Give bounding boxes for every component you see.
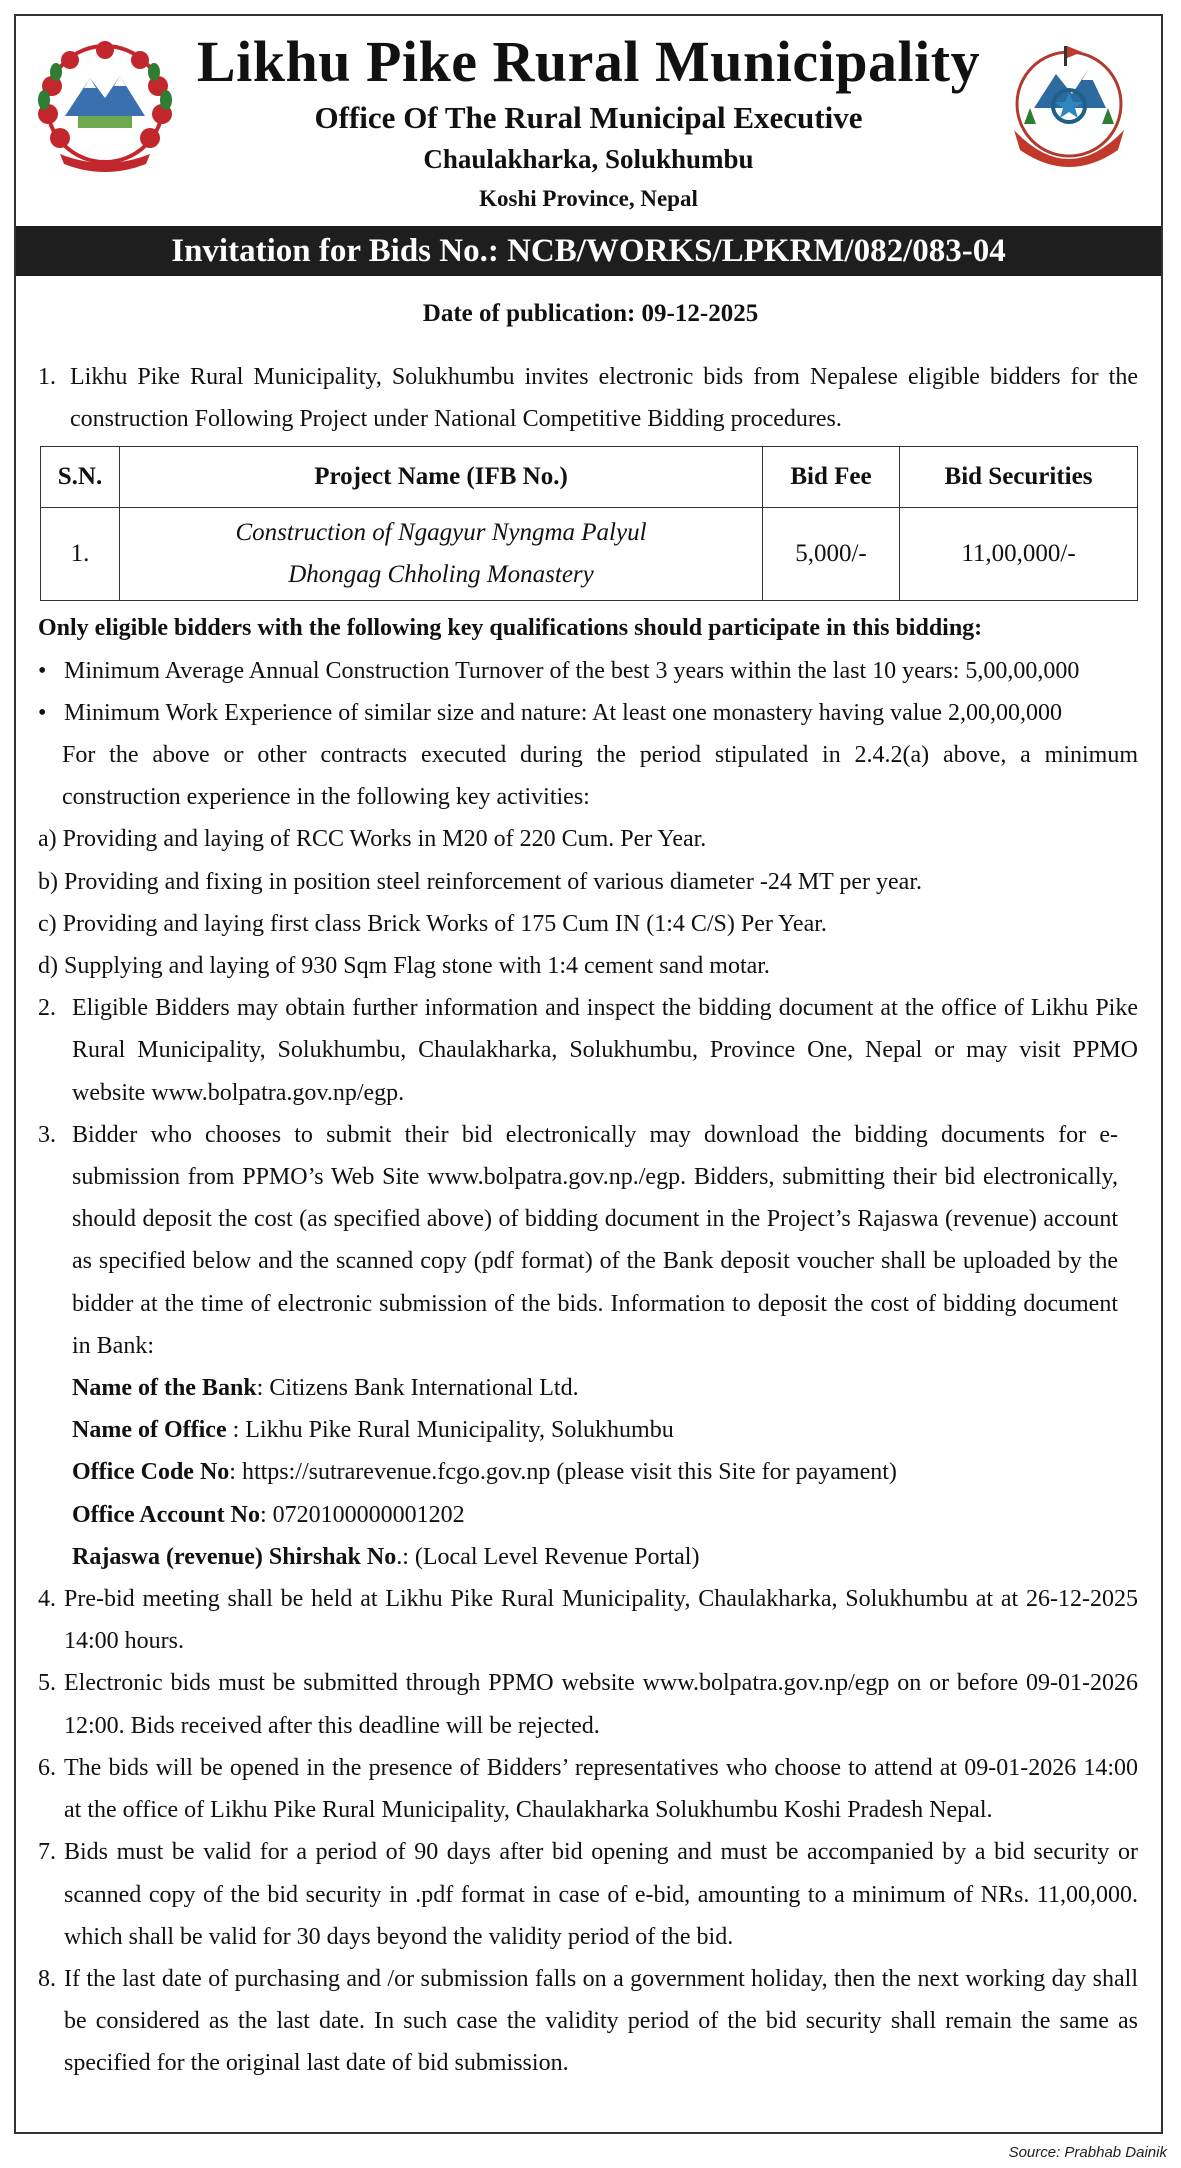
numbered-item-4 (38, 1578, 1138, 1662)
publication-date: Date of publication: 09-12-2025 (422, 300, 759, 327)
numbered-item-8 (38, 1958, 1138, 2085)
bank-detail-line (72, 1536, 1138, 1578)
bank-detail-value: : Citizens Bank International Ltd. (256, 1375, 579, 1402)
qualifications-heading: Only eligible bidders with the following key qualifications should participate in this bidding: (38, 615, 983, 642)
bank-detail-value: .: (Local Level Revenue Portal) (396, 1543, 700, 1570)
office-location: Chaulakharka, Solukhumbu (423, 144, 754, 174)
bullet-text: Minimum Work Experience of similar size and nature: At least one monastery having value 2,00,00,000 (64, 699, 1063, 726)
item-number: 8. (38, 1965, 56, 1992)
column-header-bid-securities: Bid Securities (900, 447, 1138, 508)
numbered-item-5 (38, 1662, 1138, 1746)
item-number: 4. (38, 1586, 56, 1613)
item-text: If the last date of purchasing and /or submission falls on a government holiday, then the next working day shall be considered as the last date. In such case the validity period of the bid security shall remain the same as specified for the original last date of bid submission. (64, 1965, 1138, 2077)
item-number: 6. (38, 1754, 56, 1781)
item-text: Bids must be valid for a period of 90 days after bid opening and must be accompanied by a bid security or scanned copy of the bid security in .pdf format in case of e-bid, amounting to a minimum of NRs. 11,00,000. which shall be valid for 30 days beyond the validity period of the bid. (64, 1839, 1138, 1950)
intro-paragraph (38, 356, 1138, 440)
item-text: Eligible Bidders may obtain further information and inspect the bidding document at the office of Likhu Pike Rural Municipality, Solukhumbu, Chaulakharka, Solukhumbu, Province One, Nepal or may visit PPMO website www.bolpatra.gov.np/egp. (72, 995, 1138, 1106)
activity-item: a) Providing and laying of RCC Works in M20 of 220 Cum. Per Year. (38, 826, 707, 853)
cell-bid-fee: 5,000/- (763, 508, 900, 601)
table-header-row (41, 447, 1138, 508)
item-text: Electronic bids must be submitted through PPMO website www.bolpatra.gov.np/egp on or before 09-01-2026 12:00. Bids received after this deadline will be rejected. (64, 1670, 1138, 1739)
bank-details (38, 1367, 1138, 1578)
bank-detail-line (72, 1494, 1138, 1536)
bullet-dot-icon: • (38, 657, 47, 684)
activity-item: c) Providing and laying first class Brick Works of 175 Cum IN (1:4 C/S) Per Year. (38, 910, 827, 937)
item-text: Likhu Pike Rural Municipality, Solukhumbu invites electronic bids from Nepalese eligible bidders for the construction Following Project under National Competitive Bidding procedures. (70, 364, 1138, 433)
item-text: Pre-bid meeting shall be held at Likhu Pike Rural Municipality, Chaulakharka, Solukhumbu at at 26-12-2025 14:00 hours. (64, 1586, 1138, 1655)
notice-body (38, 356, 1138, 2085)
cell-project (120, 508, 763, 601)
item-number: 1. (38, 364, 56, 390)
bullet-dot-icon: • (38, 699, 47, 726)
item-number: 5. (38, 1670, 56, 1697)
bank-detail-value: : Likhu Pike Rural Municipality, Solukhumbu (226, 1417, 674, 1444)
numbered-item-2 (38, 987, 1138, 1114)
item-number: 3. (38, 1121, 56, 1148)
bank-detail-value: : 0720100000001202 (259, 1501, 465, 1528)
qualification-continuation: For the above or other contracts executed during the period stipulated in 2.4.2(a) above, a minimum construction experience in the following key activities: (62, 742, 1138, 811)
item-text: Bidder who chooses to submit their bid electronically may download the bidding documents for e-submission from PPMO’s Web Site www.bolpatra.gov.np./egp. Bidders, submitting their bid electronically, should deposit the cost (as specified above) of bidding document in the Project’s Rajaswa (revenue) account as specified below and the scanned copy (pdf format) of the Bank deposit voucher shall be uploaded by the bidder at the time of electronic submission of the bids. Information to deposit the cost of bidding document in Bank: (72, 1121, 1118, 1359)
activity-item: b) Providing and fixing in position steel reinforcement of various diameter -24 MT per year. (38, 868, 923, 895)
numbered-item-3 (38, 1114, 1138, 1367)
bank-detail-line (72, 1451, 1138, 1493)
item-number: 7. (38, 1839, 56, 1866)
cell-sn: 1. (41, 508, 120, 601)
bank-detail-label: Rajaswa (revenue) Shirshak No (72, 1543, 397, 1570)
cell-bid-security: 11,00,000/- (900, 508, 1138, 601)
bank-detail-label: Office Code No (72, 1459, 230, 1486)
item-number: 2. (38, 995, 56, 1022)
office-name: Office Of The Rural Municipal Executive (314, 100, 863, 135)
source-credit: Source: Prabhab Dainik (1008, 2144, 1167, 2161)
item-text: The bids will be opened in the presence of Bidders’ representatives who choose to attend at 09-01-2026 14:00 at the office of Likhu Pike Rural Municipality, Chaulakharka Solukhumbu Koshi Pradesh Nepal. (64, 1754, 1138, 1824)
bank-detail-value: : https://sutrarevenue.fcgo.gov.np (please visit this Site for payament) (229, 1459, 897, 1486)
ifb-number-bar: Invitation for Bids No.: NCB/WORKS/LPKRM/082/083-04 (16, 226, 1161, 276)
qualification-bullet (38, 692, 1138, 734)
bank-detail-label: Name of Office (72, 1417, 227, 1444)
qualification-bullet (38, 650, 1138, 692)
bid-table (40, 446, 1138, 601)
numbered-item-6 (38, 1747, 1138, 1831)
column-header-bid-fee: Bid Fee (763, 447, 900, 508)
bank-detail-line (72, 1367, 1138, 1409)
municipality-title: Likhu Pike Rural Municipality (196, 29, 981, 94)
bank-detail-line (72, 1409, 1138, 1451)
bank-detail-label: Office Account No (72, 1501, 260, 1528)
notice-header (16, 16, 1161, 222)
activity-item: d) Supplying and laying of 930 Sqm Flag stone with 1:4 cement sand motar. (38, 953, 770, 980)
municipality-logo-icon (994, 38, 1144, 178)
table-row (41, 508, 1138, 601)
bullet-text: Minimum Average Annual Construction Turnover of the best 3 years within the last 10 years: 5,00,00,000 (64, 657, 1080, 684)
bank-detail-label: Name of the Bank (72, 1375, 257, 1402)
project-name-line-1: Construction of Ngagyur Nyngma Palyul (235, 519, 647, 547)
column-header-project: Project Name (IFB No.) (120, 447, 763, 508)
numbered-item-7 (38, 1831, 1138, 1958)
column-header-sn: S.N. (41, 447, 120, 508)
province-line: Koshi Province, Nepal (479, 186, 698, 211)
project-name-line-2: Dhongag Chholing Monastery (288, 561, 594, 589)
